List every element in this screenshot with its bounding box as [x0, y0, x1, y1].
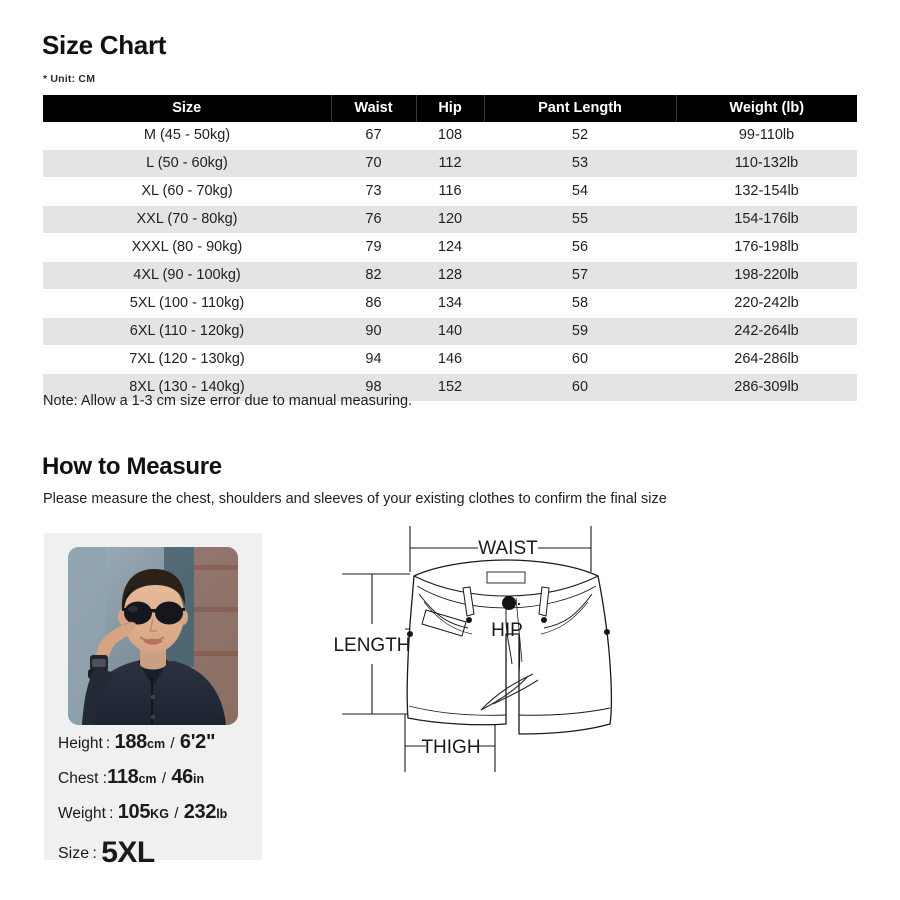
model-chest-line — [58, 766, 258, 789]
table-row — [43, 262, 857, 290]
table-row — [43, 290, 857, 318]
model-chest-label: Chest : — [58, 770, 108, 787]
column-header-waist: Waist — [331, 95, 416, 122]
model-weight-line — [58, 801, 258, 824]
waist-cell: 67 — [331, 122, 416, 150]
pant-length-cell: 56 — [484, 234, 676, 262]
page-title: Size Chart — [42, 30, 167, 60]
weight-cell: 110-132lb — [676, 150, 857, 178]
shorts-measurement-diagram — [320, 524, 670, 784]
model-height-separator: / — [170, 735, 175, 752]
model-height-label: Height : — [58, 735, 111, 752]
column-header-weight: Weight (lb) — [676, 95, 857, 122]
how-to-measure-subtitle: Please measure the chest, shoulders and sleeves of your existing clothes to confirm the final size — [43, 491, 667, 507]
waist-cell: 79 — [331, 234, 416, 262]
diagram-label-thigh: THIGH — [421, 737, 481, 758]
waist-cell: 90 — [331, 318, 416, 346]
table-row — [43, 206, 857, 234]
model-height-value: 188 — [114, 731, 148, 753]
model-weight-unit: KG — [150, 807, 169, 821]
waist-cell: 73 — [331, 178, 416, 206]
size-cell: 8XL (130 - 140kg) — [43, 374, 331, 402]
hip-cell: 112 — [416, 150, 484, 178]
size-cell: XXL (70 - 80kg) — [43, 206, 331, 234]
how-to-measure-title: How to Measure — [42, 453, 222, 480]
pant-length-cell: 55 — [484, 206, 676, 234]
model-chest-alt-unit: in — [193, 772, 205, 786]
waist-cell: 82 — [331, 262, 416, 290]
pant-length-cell: 58 — [484, 290, 676, 318]
table-row — [43, 346, 857, 374]
size-cell: 7XL (120 - 130kg) — [43, 346, 331, 374]
hip-cell: 152 — [416, 374, 484, 402]
weight-cell: 286-309lb — [676, 374, 857, 402]
table-row — [43, 178, 857, 206]
model-weight-alt-value: 232 — [183, 801, 217, 823]
hip-cell: 146 — [416, 346, 484, 374]
diagram-label-waist: WAIST — [478, 538, 538, 559]
hip-cell: 108 — [416, 122, 484, 150]
hip-cell: 134 — [416, 290, 484, 318]
model-measurements — [58, 731, 258, 870]
table-row — [43, 318, 857, 346]
size-chart-table — [43, 95, 857, 402]
pant-length-cell: 60 — [484, 346, 676, 374]
model-size-label: Size : — [58, 845, 97, 862]
model-weight-label: Weight : — [58, 805, 114, 822]
hip-cell: 128 — [416, 262, 484, 290]
measurement-tolerance-note: Note: Allow a 1-3 cm size error due to manual measuring. — [43, 393, 413, 409]
model-weight-separator: / — [174, 805, 179, 822]
model-chest-separator: / — [161, 770, 167, 787]
diagram-label-length: LENGTH — [333, 635, 411, 656]
size-cell: 5XL (100 - 110kg) — [43, 290, 331, 318]
waist-cell: 86 — [331, 290, 416, 318]
model-height-unit: cm — [147, 737, 166, 751]
model-chest-alt-value: 46 — [171, 766, 194, 788]
model-size-value: 5XL — [101, 836, 155, 869]
pant-length-cell: 57 — [484, 262, 676, 290]
column-header-pant-length: Pant Length — [484, 95, 676, 122]
hip-cell: 124 — [416, 234, 484, 262]
table-row — [43, 150, 857, 178]
column-header-hip: Hip — [416, 95, 484, 122]
pant-length-cell: 60 — [484, 374, 676, 402]
model-weight-value: 105 — [117, 801, 151, 823]
weight-cell: 154-176lb — [676, 206, 857, 234]
size-cell: 4XL (90 - 100kg) — [43, 262, 331, 290]
hip-cell: 140 — [416, 318, 484, 346]
model-size-line — [58, 836, 258, 870]
model-weight-alt-unit: lb — [216, 807, 228, 821]
weight-cell: 176-198lb — [676, 234, 857, 262]
model-height-line — [58, 731, 258, 754]
table-header-row — [43, 95, 857, 122]
pant-length-cell: 53 — [484, 150, 676, 178]
model-chest-value: 118 — [107, 766, 139, 788]
weight-cell: 198-220lb — [676, 262, 857, 290]
unit-note: * Unit: CM — [43, 73, 96, 85]
waist-cell: 94 — [331, 346, 416, 374]
weight-cell: 264-286lb — [676, 346, 857, 374]
size-cell: M (45 - 50kg) — [43, 122, 331, 150]
model-chest-unit: cm — [138, 772, 157, 786]
weight-cell: 220-242lb — [676, 290, 857, 318]
table-row — [43, 122, 857, 150]
waist-cell: 70 — [331, 150, 416, 178]
column-header-size: Size — [43, 95, 331, 122]
size-cell: XL (60 - 70kg) — [43, 178, 331, 206]
table-row — [43, 234, 857, 262]
model-info-card — [44, 533, 262, 869]
size-cell: L (50 - 60kg) — [43, 150, 331, 178]
weight-cell: 99-110lb — [676, 122, 857, 150]
waist-cell: 98 — [331, 374, 416, 402]
weight-cell: 242-264lb — [676, 318, 857, 346]
pant-length-cell: 54 — [484, 178, 676, 206]
pant-length-cell: 59 — [484, 318, 676, 346]
weight-cell: 132-154lb — [676, 178, 857, 206]
hip-cell: 116 — [416, 178, 484, 206]
pant-length-cell: 52 — [484, 122, 676, 150]
model-height-alt: 6'2" — [179, 731, 216, 753]
size-cell: XXXL (80 - 90kg) — [43, 234, 331, 262]
size-cell: 6XL (110 - 120kg) — [43, 318, 331, 346]
model-photo — [68, 547, 238, 725]
hip-cell: 120 — [416, 206, 484, 234]
waist-cell: 76 — [331, 206, 416, 234]
diagram-label-hip: HIP — [491, 620, 523, 641]
